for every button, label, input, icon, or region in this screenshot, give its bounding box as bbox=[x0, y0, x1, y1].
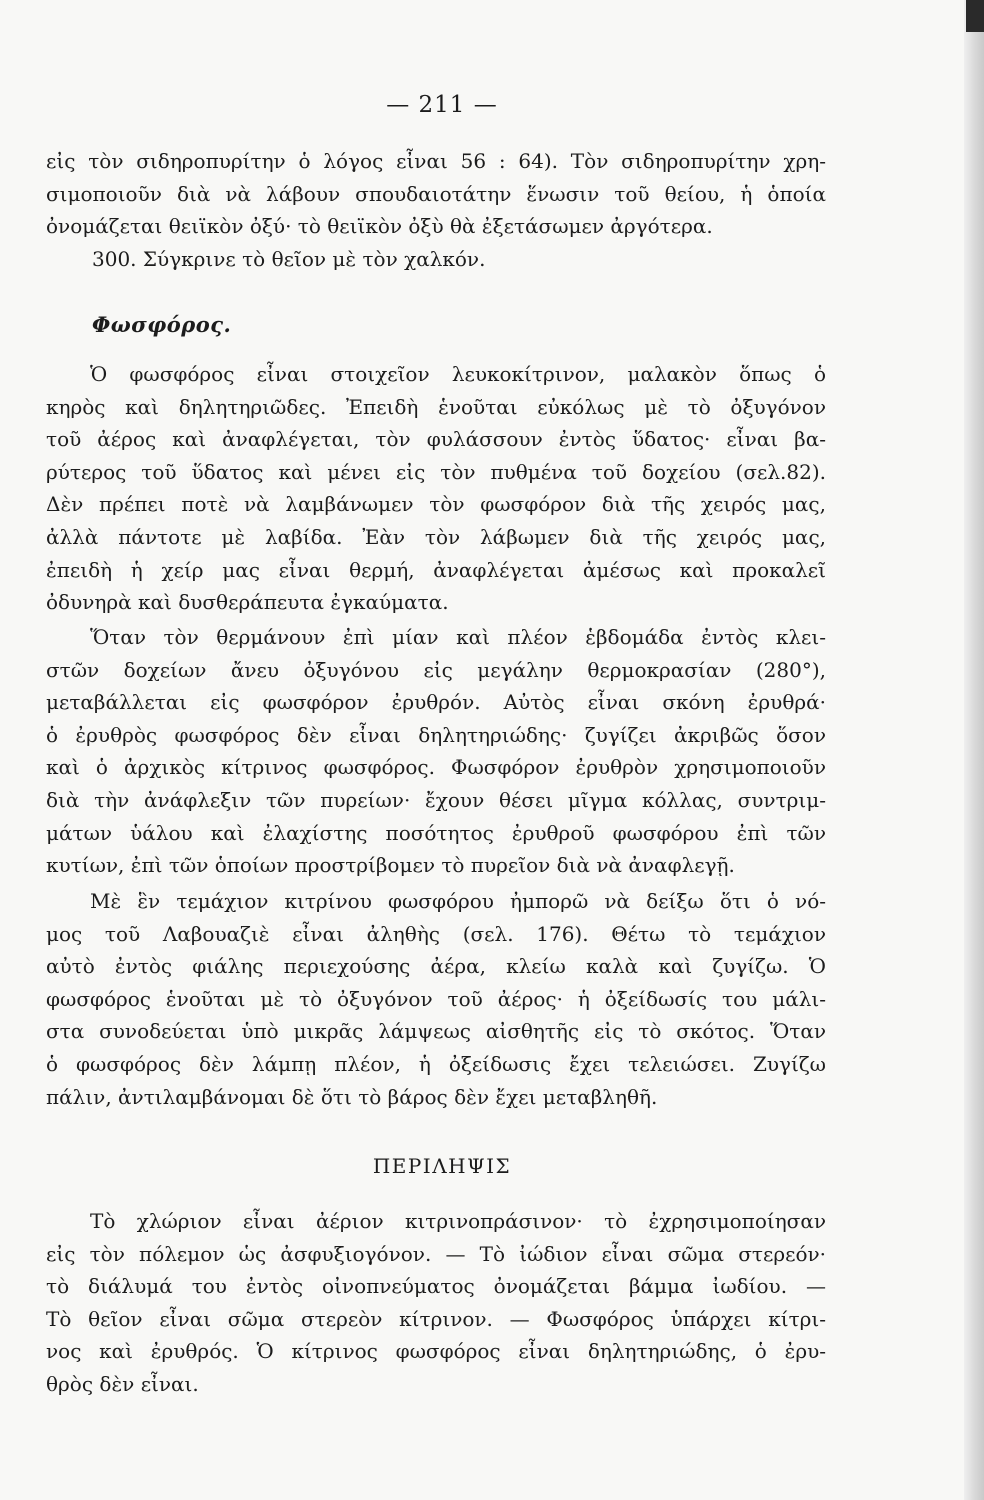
text-line: αὐτὸ ἐντὸς φιάλης περιεχούσης ἀέρα, κλείω καλὰ καὶ ζυγίζω. Ὁ bbox=[46, 954, 826, 979]
text-line: ρύτερος τοῦ ὕδατος καὶ μένει εἰς τὸν πυθμένα τοῦ δοχείου (σελ.82). bbox=[46, 459, 826, 484]
text-line: Δὲν πρέπει ποτὲ νὰ λαμβάνωμεν τὸν φωσφόρον διὰ τῆς χειρός μας, bbox=[46, 492, 826, 517]
text-line: κηρὸς καὶ δηλητηριῶδες. Ἐπειδὴ ἑνοῦται εὐκόλως μὲ τὸ ὀξυγόνον bbox=[46, 394, 826, 419]
paragraph-sulfur-end bbox=[46, 145, 826, 275]
text-line: στῶν δοχείων ἄνευ ὀξυγόνου εἰς μεγάλην θερμοκρασίαν (280°), bbox=[46, 657, 826, 682]
text-line: εἰς τὸν πόλεμον ὡς ἀσφυξιογόνον. — Τὸ ἰώδιον εἶναι σῶμα στερεόν· bbox=[46, 1241, 826, 1266]
section-heading: Φωσφόρος. bbox=[92, 312, 232, 337]
text-line: νος καὶ ἐρυθρός. Ὁ κίτρινος φωσφόρος εἶναι δηλητηριώδης, ὁ ἐρυ- bbox=[46, 1339, 826, 1364]
text-line: ὀνομάζεται θειϊκὸν ὀξύ· τὸ θειϊκὸν ὀξὺ θὰ ἐξετάσωμεν ἀργότερα. bbox=[46, 214, 713, 239]
text-line: πάλιν, ἀντιλαμβάνομαι δὲ ὅτι τὸ βάρος δὲν ἔχει μεταβληθῆ. bbox=[46, 1084, 658, 1109]
text-line: μος τοῦ Λαβουαζιὲ εἶναι ἀληθὴς (σελ. 176). Θέτω τὸ τεμάχιον bbox=[46, 921, 826, 946]
text-line: διὰ τὴν ἀνάφλεξιν τῶν πυρείων· ἔχουν θέσει μῖγμα κόλλας, συντριμ- bbox=[46, 787, 826, 812]
text-line: ὁ φωσφόρος δὲν λάμπῃ πλέον, ἡ ὀξείδωσις ἔχει τελειώσει. Ζυγίζω bbox=[46, 1051, 826, 1076]
summary-title: ΠΕΡΙΛΗΨΙΣ bbox=[372, 1154, 512, 1178]
text-line: καὶ ὁ ἀρχικὸς κίτρινος φωσφόρος. Φωσφόρον ἐρυθρὸν χρησιμοποιοῦν bbox=[46, 755, 826, 780]
text-line: Τὸ θεῖον εἶναι σῶμα στερεὸν κίτρινον. — Φωσφόρος ὑπάρχει κίτρι- bbox=[46, 1306, 826, 1331]
text-line: ὁ ἐρυθρὸς φωσφόρος δὲν εἶναι δηλητηριώδης· ζυγίζει ἀκριβῶς ὅσον bbox=[46, 722, 826, 747]
scan-corner-mark bbox=[966, 0, 984, 32]
text-line: στα συνοδεύεται ὑπὸ μικρᾶς λάμψεως αἰσθητῆς εἰς τὸ σκότος. Ὅταν bbox=[46, 1019, 826, 1044]
text-line: θρὸς δὲν εἶναι. bbox=[46, 1371, 199, 1396]
text-line: τοῦ ἀέρος καὶ ἀναφλέγεται, τὸν φυλάσσουν ἐντὸς ὕδατος· εἶναι βα- bbox=[46, 427, 826, 452]
text-line: Τὸ χλώριον εἶναι ἀέριον κιτρινοπράσινον· τὸ ἐχρησιμοποίησαν bbox=[90, 1209, 826, 1233]
text-line: τὸ διάλυμά του ἐντὸς οἰνοπνεύματος ὀνομάζεται βάμμα ἰωδίου. — bbox=[46, 1274, 826, 1299]
text-line: Ὅταν τὸν θερμάνουν ἐπὶ μίαν καὶ πλέον ἑβδομάδα ἐντὸς κλει- bbox=[90, 625, 826, 649]
page-edge-shadow bbox=[964, 0, 984, 1500]
paragraph-summary bbox=[46, 1205, 826, 1401]
text-line: ἐπειδὴ ἡ χείρ μας εἶναι θερμή, ἀναφλέγεται ἀμέσως καὶ προκαλεῖ bbox=[46, 557, 826, 582]
paragraph-red-phosphorus bbox=[46, 621, 826, 882]
text-line: σιμοποιοῦν διὰ νὰ λάβουν σπουδαιοτάτην ἕνωσιν τοῦ θείου, ἡ ὁποία bbox=[46, 181, 826, 206]
text-line: ἀλλὰ πάντοτε μὲ λαβίδα. Ἐὰν τὸν λάβωμεν διὰ τῆς χειρός μας, bbox=[46, 524, 826, 549]
text-line: Ὁ φωσφόρος εἶναι στοιχεῖον λευκοκίτρινον, μαλακὸν ὅπως ὁ bbox=[90, 362, 826, 386]
paragraph-phosphorus bbox=[46, 358, 826, 619]
paragraph-lavoisier bbox=[46, 885, 826, 1113]
exercise-line: 300. Σύγκρινε τὸ θεῖον μὲ τὸν χαλκόν. bbox=[92, 246, 486, 271]
text-line: φωσφόρος ἑνοῦται μὲ τὸ ὀξυγόνον τοῦ ἀέρος· ἡ ὀξείδωσίς του μάλι- bbox=[46, 986, 826, 1011]
text-line: ὀδυνηρὰ καὶ δυσθεράπευτα ἐγκαύματα. bbox=[46, 590, 449, 615]
text-line: μεταβάλλεται εἰς φωσφόρον ἐρυθρόν. Αὐτὸς εἶναι σκόνη ἐρυθρά· bbox=[46, 690, 826, 715]
text-line: εἰς τὸν σιδηροπυρίτην ὁ λόγος εἶναι 56 : 64). Τὸν σιδηροπυρίτην χρη- bbox=[46, 149, 826, 173]
text-line: κυτίων, ἐπὶ τῶν ὁποίων προστρίβομεν τὸ πυρεῖον διὰ νὰ ἀναφλεγῇ. bbox=[46, 853, 735, 878]
text-line: Μὲ ἓν τεμάχιον κιτρίνου φωσφόρου ἠμπορῶ νὰ δείξω ὅτι ὁ νό- bbox=[90, 889, 826, 913]
text-line: μάτων ὑάλου καὶ ἐλαχίστης ποσότητος ἐρυθροῦ φωσφόρου ἐπὶ τῶν bbox=[46, 820, 826, 845]
page-number: — 211 — bbox=[386, 92, 498, 118]
